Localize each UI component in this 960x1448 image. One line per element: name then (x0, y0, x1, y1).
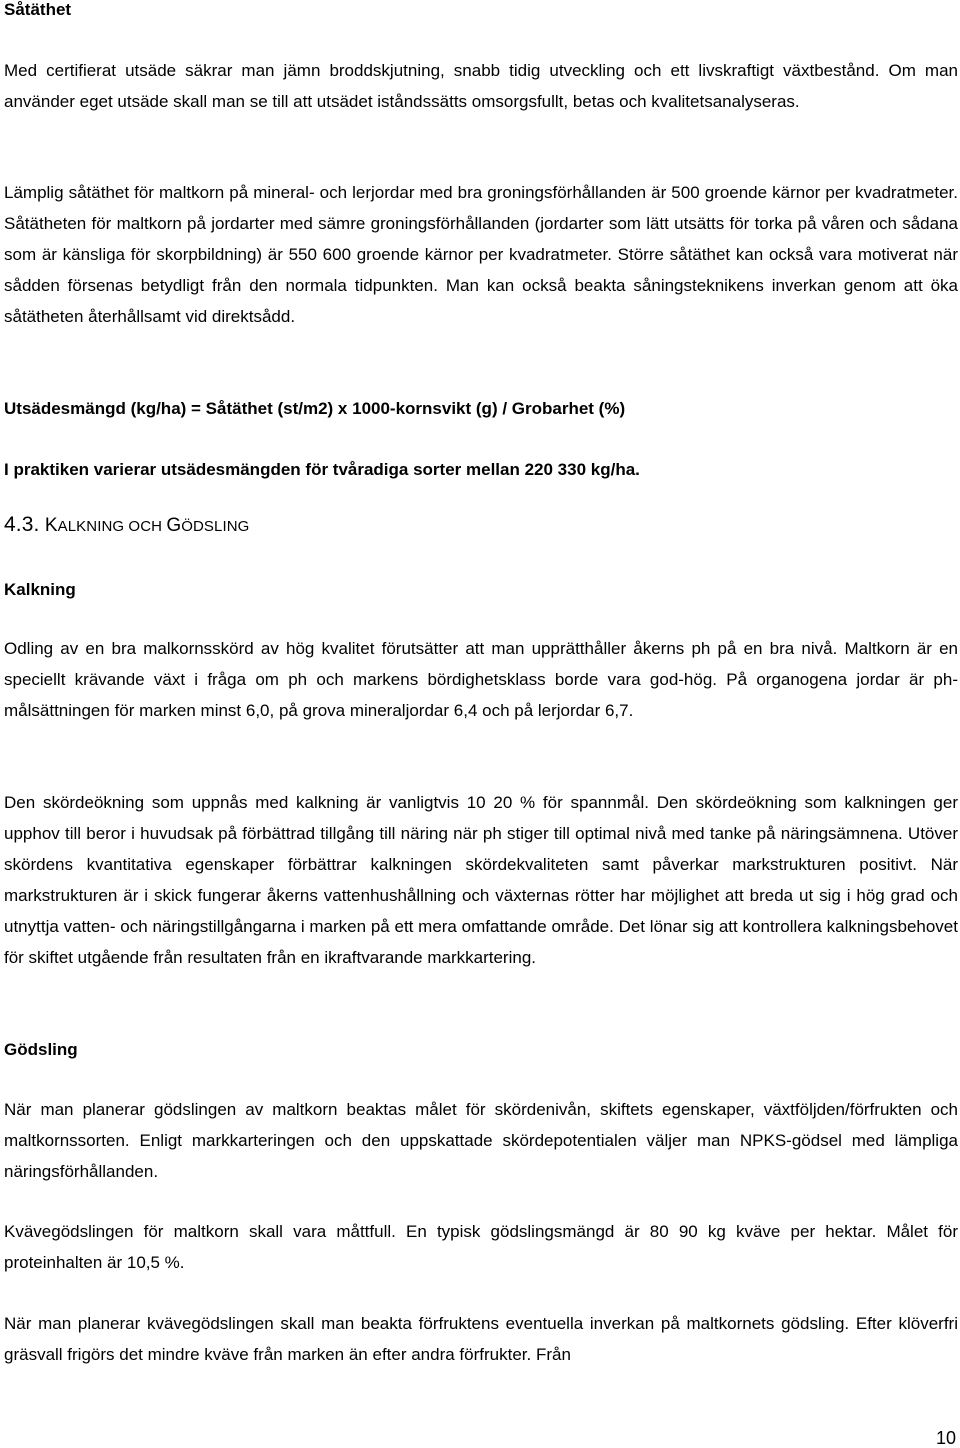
subheading-godsling: Gödsling (4, 1040, 78, 1059)
section-title-part-2: ÖDSLING (181, 518, 250, 535)
section-title-kalkning-och-godsling (4, 514, 249, 538)
page-number: 10 (935, 1428, 956, 1448)
subheading-kalkning: Kalkning (4, 580, 76, 599)
paragraph-skordeokning: Den skördeökning som uppnås med kalkning är vanligtvis 10 20 % för spannmål. Den skördeökning som kalkningen ger upphov till beror i huvudsak på förbättrad tillgång till näring när ph stiger till optimal nivå med tanke på näringsämnena. Utöver skördens kvantitativa egenskaper förbättrar kalkningen skördekvaliteten samt påverkar markstrukturen positivt. När markstrukturen är i skick fungerar åkerns vattenhushållning och växternas rötter har möjlighet att breda ut sig i hög grad och utnyttja vatten- och näringstillgångarna i marken på ett mera omfattande område. Det lönar sig att kontrollera kalkningsbehovet för skiftet utgående från resultaten från en ikraftvarande markkartering. (4, 793, 958, 967)
section-title-part-1: ALKNING OCH (57, 518, 167, 535)
section-number: 4.3. (4, 513, 40, 536)
paragraph-planerar-kvavegodslingen: När man planerar kvävegödslingen skall man beakta förfruktens eventuella inverkan på maltkornets gödsling. Efter klöverfri gräsvall frigörs det mindre kväve från marken än efter andra förfrukter. Från (4, 1314, 958, 1364)
paragraph-i-praktiken: I praktiken varierar utsädesmängden för tvåradiga sorter mellan 220 330 kg/ha. (4, 460, 640, 479)
section-title-initial-1: K (44, 515, 58, 536)
formula-utsadesmangd: Utsädesmängd (kg/ha) = Såtäthet (st/m2) x 1000-kornsvikt (g) / Grobarhet (%) (4, 399, 626, 418)
paragraph-certifierat-utsade: Med certifierat utsäde säkrar man jämn broddskjutning, snabb tidig utveckling och ett livskraftigt växtbestånd. Om man använder eget utsäde skall man se till att utsädet iståndssätts omsorgsfullt, betas och kvalitetsanalyseras. (4, 61, 958, 111)
section-title-initial-2: G (166, 515, 182, 536)
paragraph-kvavegodslingen: Kvävegödslingen för maltkorn skall vara måttfull. En typisk gödslingsmängd är 80 90 kg kväve per hektar. Målet för proteinhalten är 10,5 %. (4, 1222, 958, 1272)
paragraph-odling-malkorn: Odling av en bra malkornsskörd av hög kvalitet förutsätter att man upprätthåller åkerns ph på en bra nivå. Maltkorn är en speciellt krävande växt i fråga om ph och markens bördighetsklass borde vara god-hög. På organogena jordar är ph-målsättningen för marken minst 6,0, på grova mineraljordar 6,4 och på lerjordar 6,7. (4, 639, 958, 720)
heading-satathet: Såtäthet (4, 0, 72, 19)
paragraph-lamplig-satathet: Lämplig såtäthet för maltkorn på mineral- och lerjordar med bra groningsförhållanden är 500 groende kärnor per kvadratmeter. Såtätheten för maltkorn på jordarter med sämre groningsförhållanden (jordarter som lätt utsätts för torka på våren och sådana som är känsliga för skorpbildning) är 550 600 groende kärnor per kvadratmeter. Större såtäthet kan också vara motiverat när sådden försenas betydligt från den normala tidpunkten. Man kan också beakta såningsteknikens inverkan genom att öka såtätheten återhållsamt vid direktsådd. (4, 183, 958, 326)
paragraph-planerar-godslingen: När man planerar gödslingen av maltkorn beaktas målet för skördenivån, skiftets egenskaper, växtföljden/förfrukten och maltkornssorten. Enligt markkarteringen och den uppskattade skördepotentialen väljer man NPKS-gödsel med lämpliga näringsförhållanden. (4, 1100, 958, 1181)
